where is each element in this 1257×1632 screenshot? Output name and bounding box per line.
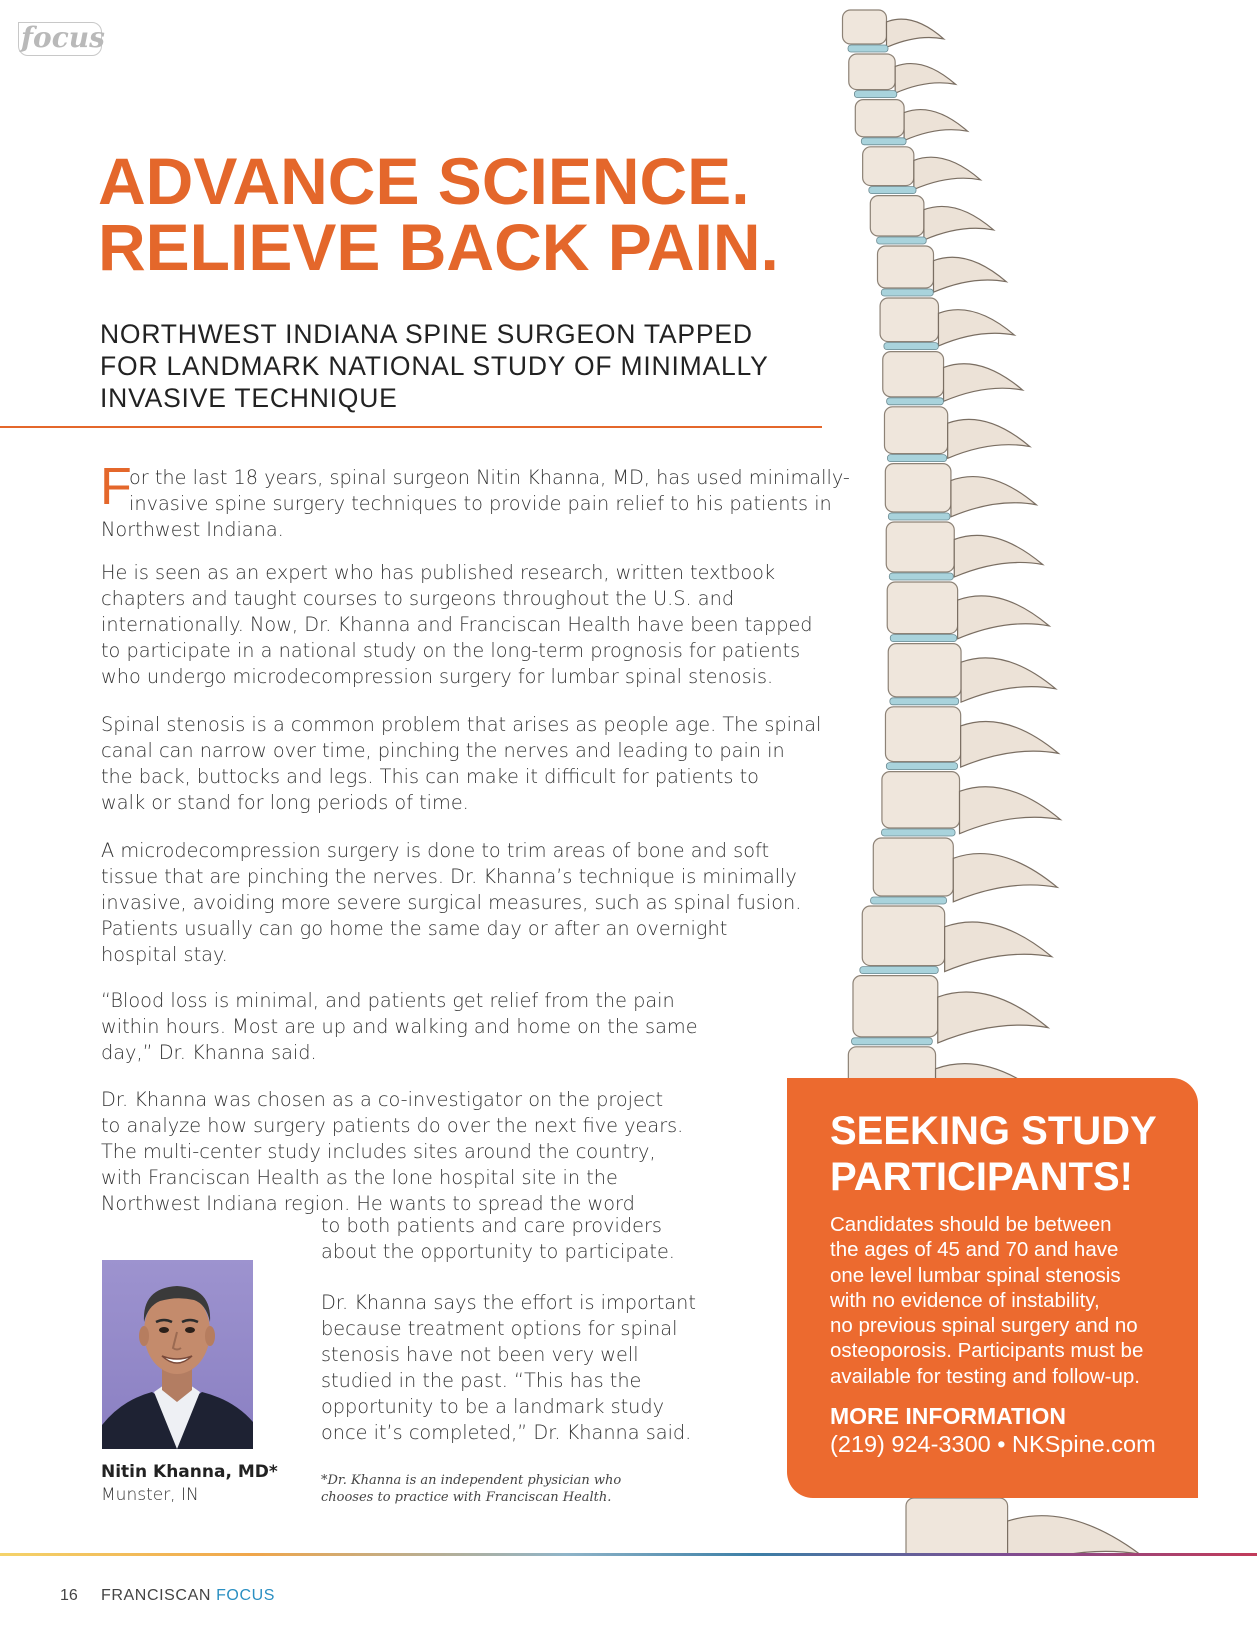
body-line: about the opportunity to participate. [321, 1240, 675, 1263]
vertebra-process [914, 157, 981, 189]
body-line: day,” Dr. Khanna said. [101, 1041, 317, 1064]
intervertebral-disc [848, 45, 888, 52]
vertebra-process [960, 787, 1061, 834]
vertebra-process [948, 419, 1030, 458]
vertebra-process [924, 206, 994, 240]
vertebra-process [895, 64, 955, 94]
vertebra [886, 522, 954, 572]
vertebra [887, 582, 957, 634]
body-line: to participate in a national study on the long-term prognosis for patients [101, 639, 801, 662]
vertebra [862, 906, 944, 966]
vertebra [883, 352, 944, 397]
vertebra [843, 10, 887, 44]
body-line: chapters and taught courses to surgeons throughout the U.S. and [101, 587, 735, 610]
article-paragraph-continued [321, 1213, 675, 1265]
article-paragraph [321, 1290, 696, 1446]
article-paragraph [101, 838, 801, 968]
body-line: opportunity to be a landmark study [321, 1395, 665, 1418]
vertebra [885, 464, 951, 512]
vertebra-process [958, 596, 1050, 639]
footnote-line: *Dr. Khanna is an independent physician who [321, 1473, 622, 1488]
body-line: studied in the past. “This has the [321, 1369, 642, 1392]
vertebra-process [904, 110, 967, 141]
vertebra-process [953, 854, 1057, 902]
intervertebral-disc [860, 967, 938, 974]
intervertebral-disc [869, 187, 916, 194]
body-line: who undergo microdecompression surgery for lumbar spinal stenosis. [101, 665, 774, 688]
intervertebral-disc [854, 91, 896, 98]
body-line: canal can narrow over time, pinching the nerves and leading to pain in [101, 739, 785, 762]
body-line: internationally. Now, Dr. Khanna and Franciscan Health have been tapped [101, 613, 813, 636]
body-line: Patients usually can go home the same day or after an overnight [101, 917, 728, 940]
callout-line: one level lumbar spinal stenosis [830, 1263, 1121, 1287]
callout-line: available for testing and follow-up. [830, 1364, 1140, 1388]
body-line: F or the last 18 years, spinal surgeon Nitin Khanna, MD, has used minimally- [100, 458, 850, 516]
intervertebral-disc [861, 138, 906, 145]
body-line: walk or stand for long periods of time. [101, 791, 469, 814]
intervertebral-disc [877, 237, 927, 244]
body-line: hospital stay. [101, 943, 228, 966]
body-line: invasive spine surgery techniques to provide pain relief to his patients in [129, 492, 832, 515]
drop-cap: F [100, 458, 132, 516]
vertebra [855, 100, 904, 137]
intervertebral-disc [886, 763, 957, 770]
subheadline-line: INVASIVE TECHNIQUE [100, 383, 398, 413]
body-line: to analyze how surgery patients do over the next five years. [101, 1114, 684, 1137]
body-line: A microdecompression surgery is done to trim areas of bone and soft [101, 839, 769, 862]
body-line: with Franciscan Health as the lone hospital site in the [101, 1166, 618, 1189]
footer-rule [0, 1553, 1257, 1556]
subheadline-line: FOR LANDMARK NATIONAL STUDY OF MINIMALLY [100, 351, 769, 381]
body-line: the back, buttocks and legs. This can make it difficult for patients to [101, 765, 759, 788]
body-line: invasive, avoiding more severe surgical measures, such as spinal fusion. [101, 891, 802, 914]
body-line: Dr. Khanna was chosen as a co-investigator on the project [101, 1088, 664, 1111]
footer-brand [101, 1587, 275, 1605]
vertebra-process [954, 535, 1042, 577]
article-paragraph [101, 1087, 683, 1217]
article-paragraph [101, 712, 821, 816]
vertebra [882, 772, 960, 828]
doctor-portrait [102, 1260, 253, 1449]
callout-title-line: PARTICIPANTS! [830, 1155, 1133, 1199]
vertebra [870, 196, 924, 236]
body-line: tissue that are pinching the nerves. Dr. Khanna’s technique is minimally [101, 865, 797, 888]
intervertebral-disc [887, 398, 944, 405]
vertebra [878, 246, 934, 288]
subheadline-line: NORTHWEST INDIANA SPINE SURGEON TAPPED [100, 319, 753, 349]
callout-title-line: SEEKING STUDY [830, 1109, 1157, 1153]
footnote [321, 1472, 621, 1506]
intervertebral-disc [871, 897, 947, 904]
vertebra [880, 298, 938, 342]
callout-line: with no evidence of instability, [830, 1288, 1100, 1312]
vertebra-process [934, 257, 1007, 292]
intervertebral-disc [888, 513, 950, 520]
intervertebral-disc [852, 1038, 933, 1045]
body-line: Spinal stenosis is a common problem that arises as people age. The spinal [101, 713, 822, 736]
intervertebral-disc [881, 829, 955, 836]
intervertebral-disc [889, 573, 953, 580]
callout-line: osteoporosis. Participants must be [830, 1339, 1144, 1363]
body-line: because treatment options for spinal [321, 1317, 678, 1340]
intervertebral-disc [890, 635, 956, 642]
article-paragraph [100, 458, 850, 543]
vertebra [885, 707, 960, 762]
callout-line: Candidates should be between [830, 1213, 1112, 1236]
headline-line: ADVANCE SCIENCE. [98, 144, 750, 218]
callout-line: no previous spinal surgery and no [830, 1314, 1138, 1338]
vertebra [884, 407, 947, 454]
headline-line: RELIEVE BACK PAIN. [98, 210, 779, 284]
vertebra [888, 644, 961, 697]
body-line: Northwest Indiana region. He wants to spread the word [101, 1192, 635, 1215]
study-participants-callout [787, 1078, 1198, 1498]
vertebra-process [944, 364, 1023, 402]
body-line: once it’s completed,” Dr. Khanna said. [321, 1421, 692, 1444]
intervertebral-disc [887, 455, 946, 462]
vertebra [906, 1498, 1008, 1555]
article-paragraph [101, 560, 813, 690]
body-line: Northwest Indiana. [101, 518, 284, 541]
page-number: 16 [60, 1587, 78, 1604]
vertebra-process [1008, 1516, 1140, 1555]
divider-rule [0, 426, 822, 428]
vertebra [853, 976, 938, 1037]
focus-logo: focus [18, 22, 102, 56]
callout-line: the ages of 45 and 70 and have [830, 1238, 1119, 1262]
vertebra-process [951, 477, 1036, 517]
headline [98, 144, 838, 284]
footer-brand-name: FRANCISCAN [101, 1587, 212, 1604]
intervertebral-disc [890, 698, 959, 705]
subheadline [100, 318, 820, 414]
vertebra [849, 54, 895, 90]
more-information-label: MORE INFORMATION [830, 1403, 1066, 1429]
body-line: Dr. Khanna says the effort is important [321, 1291, 696, 1314]
vertebra [873, 838, 953, 896]
footnote-line: chooses to practice with Franciscan Health. [321, 1490, 612, 1505]
callout-title [830, 1108, 1157, 1200]
body-line: He is seen as an expert who has published research, written textbook [101, 561, 776, 584]
vertebra-process [961, 658, 1056, 702]
vertebra-process [945, 922, 1052, 972]
body-line: The multi-center study includes sites around the country, [101, 1140, 656, 1163]
article-paragraph [101, 988, 698, 1066]
body-line: within hours. Most are up and walking and home on the same [101, 1015, 698, 1038]
vertebra-process [938, 992, 1048, 1043]
vertebra [863, 147, 914, 186]
callout-body [830, 1212, 1143, 1389]
intervertebral-disc [884, 343, 938, 350]
photo-caption-location: Munster, IN [101, 1485, 199, 1505]
vertebra-process [961, 721, 1059, 767]
footer-brand-accent: FOCUS [216, 1587, 276, 1604]
vertebra-process [887, 19, 944, 47]
vertebra-process [938, 310, 1014, 346]
photo-caption-name: Nitin Khanna, MD* [101, 1462, 278, 1482]
contact-info-link[interactable]: (219) 924-3300 • NKSpine.com [830, 1431, 1156, 1457]
body-line: to both patients and care providers [321, 1214, 662, 1237]
body-line: “Blood loss is minimal, and patients get relief from the pain [101, 989, 675, 1012]
body-line: stenosis have not been very well [321, 1343, 639, 1366]
intervertebral-disc [881, 289, 933, 296]
